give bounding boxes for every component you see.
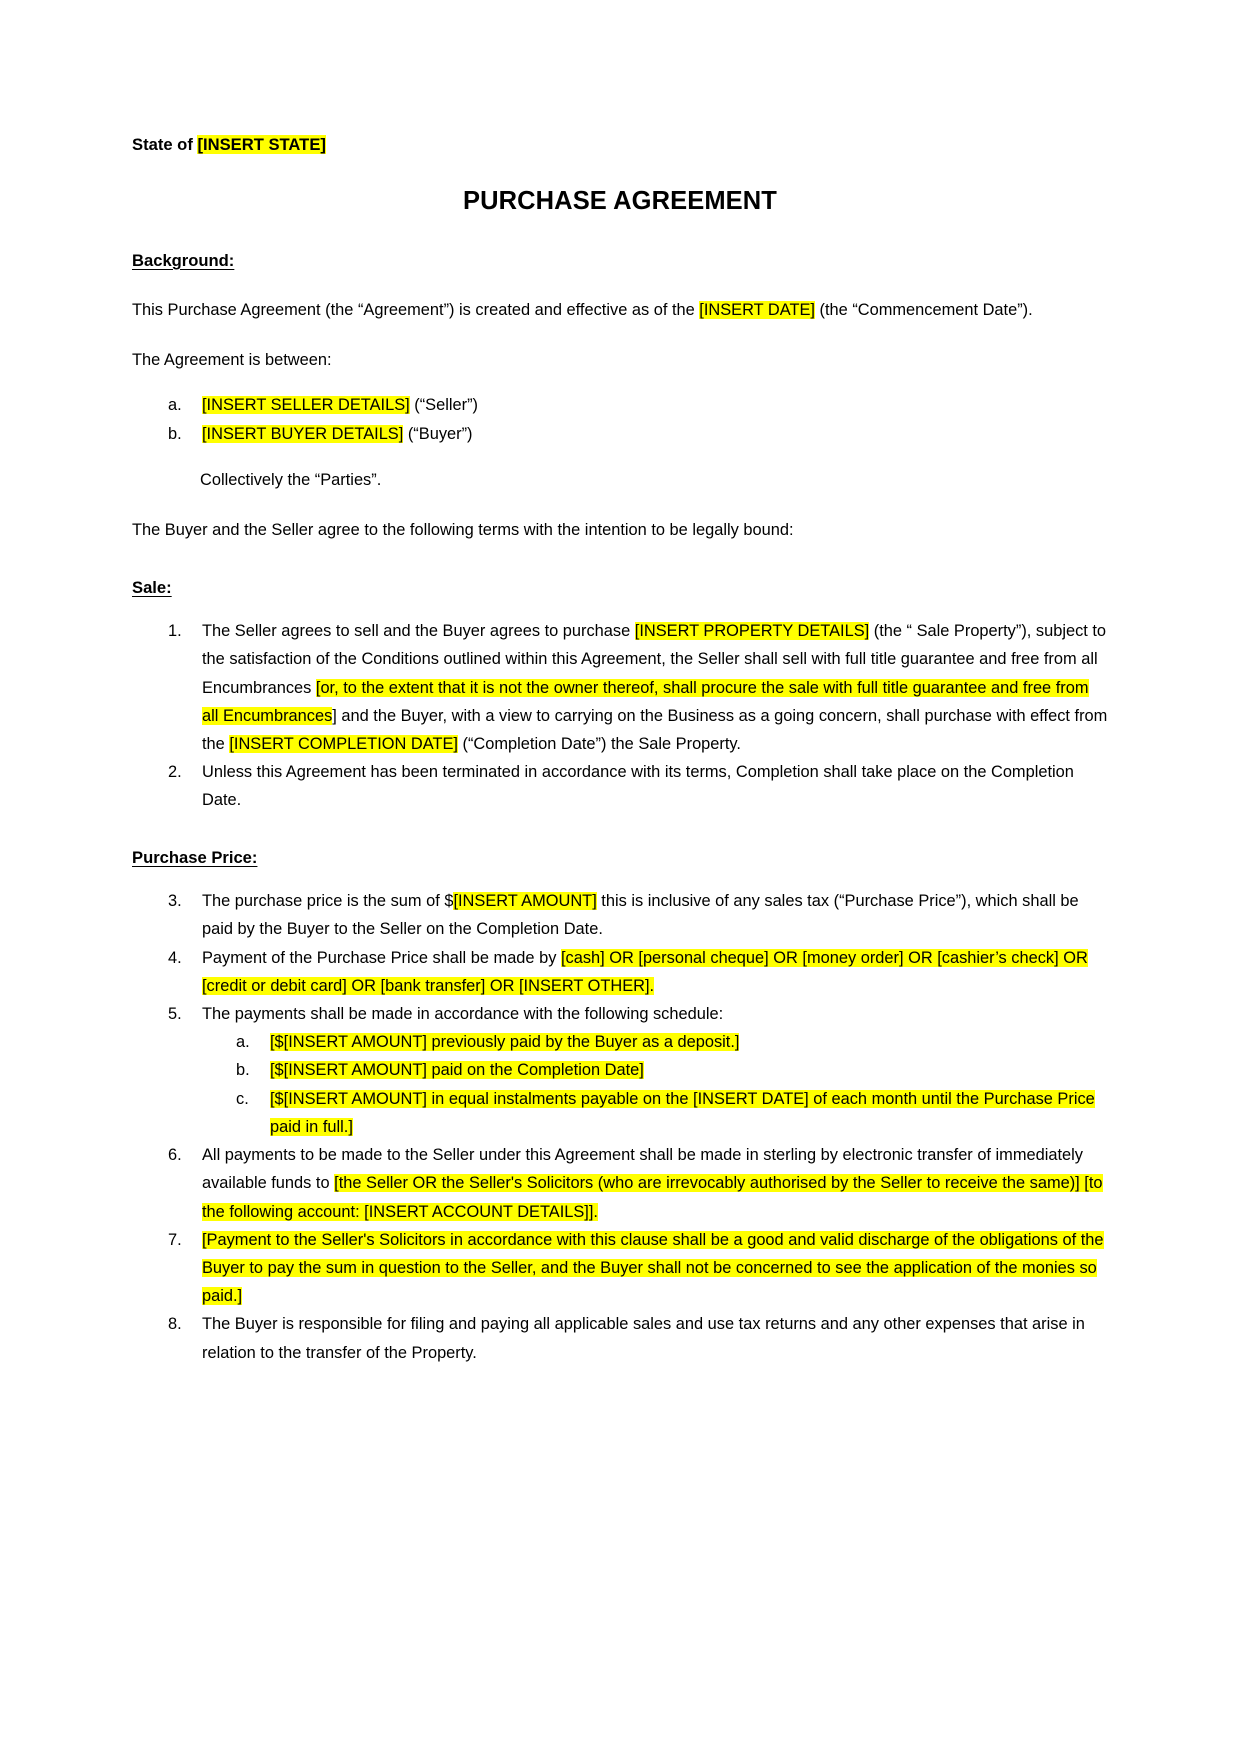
list-item xyxy=(132,420,1108,449)
clause-8-text: The Buyer is responsible for filing and paying all applicable sales and use tax returns and any other expenses that arise in relation to the transfer of the Property. xyxy=(202,1315,1085,1362)
clause-1-text-1: The Seller agrees to sell and the Buyer agrees to purchase xyxy=(202,622,635,641)
list-marker: a. xyxy=(168,395,182,414)
clause-8 xyxy=(132,1310,1108,1366)
list-marker: b. xyxy=(168,424,182,443)
instalments-placeholder: [$[INSERT AMOUNT] in equal instalments payable on the [INSERT DATE] of each month until the Purchase Price paid in full.] xyxy=(270,1089,1095,1136)
clause-7 xyxy=(132,1226,1108,1311)
state-line xyxy=(132,132,1108,159)
clause-3-text-2: this is inclusive of any sales tax (“Purchase Price”), which shall be paid by the Buyer to the Seller on the Completion Date. xyxy=(202,892,1079,939)
clause-6-text-1: All payments to be made to the Seller under this Agreement shall be made in sterling by electronic transfer of immediately available funds to xyxy=(202,1146,1083,1193)
list-item xyxy=(132,391,1108,420)
parties-list xyxy=(132,391,1108,449)
payment-method-placeholder: [cash] OR [personal cheque] OR [money order] OR [cashier’s check] OR [credit or debit card] OR [bank transfer] OR [INSERT OTHER]. xyxy=(202,948,1088,995)
list-item xyxy=(202,1056,1108,1084)
clause-2 xyxy=(132,758,1108,814)
seller-label: (“Seller”) xyxy=(409,395,478,414)
clause-1-text-2: (the “ Sale Property”), subject to the satisfaction of the Conditions outlined within this Agreement, the Seller shall sell with full title guarantee and free from all Encumbrances xyxy=(202,622,1107,697)
clause-marker: 7. xyxy=(168,1230,182,1249)
solicitors-discharge-placeholder: [Payment to the Seller's Solicitors in accordance with this clause shall be a good and valid discharge of the obligations of the Buyer to pay the sum in question to the Seller, and the Buyer shall not be concerned to see the application of the monies so paid.] xyxy=(202,1230,1104,1306)
clause-marker: 2. xyxy=(168,763,182,782)
list-item xyxy=(202,1028,1108,1056)
agree-line: The Buyer and the Seller agree to the following terms with the intention to be legally bound: xyxy=(132,521,794,540)
seller-details-placeholder: [INSERT SELLER DETAILS] xyxy=(202,395,410,414)
state-placeholder: [INSERT STATE] xyxy=(197,135,326,154)
account-details-placeholder: [the Seller OR the Seller's Solicitors (who are irrevocably authorised by the Seller to receive the same)] [to the following account: [INSERT ACCOUNT DETAILS]]. xyxy=(202,1174,1103,1221)
clause-4 xyxy=(132,944,1108,1000)
clause-4-text-1: Payment of the Purchase Price shall be made by xyxy=(202,948,561,967)
payment-schedule-list xyxy=(202,1028,1108,1141)
completion-date-placeholder: [INSERT COMPLETION DATE] xyxy=(229,734,458,753)
collectively-parties: Collectively the “Parties”. xyxy=(200,471,382,490)
clause-marker: 4. xyxy=(168,948,182,967)
clause-5-text: The payments shall be made in accordance with the following schedule: xyxy=(202,1005,724,1024)
list-marker: c. xyxy=(236,1089,249,1108)
list-item xyxy=(202,1085,1108,1141)
clause-marker: 8. xyxy=(168,1315,182,1334)
clause-marker: 5. xyxy=(168,1005,182,1024)
deposit-amount-placeholder: [$[INSERT AMOUNT] previously paid by the Buyer as a deposit.] xyxy=(270,1033,740,1052)
clause-1-text-3: ] and the Buyer, with a view to carrying on the Business as a going concern, shall purchase with effect from the xyxy=(202,706,1108,753)
property-details-placeholder: [INSERT PROPERTY DETAILS] xyxy=(634,622,870,641)
page-title: PURCHASE AGREEMENT xyxy=(463,186,777,215)
clause-marker: 1. xyxy=(168,622,182,641)
buyer-label: (“Buyer”) xyxy=(403,424,473,443)
sale-clause-list xyxy=(132,617,1108,815)
clause-1-text-4: (“Completion Date”) the Sale Property. xyxy=(457,734,741,753)
encumbrances-option-placeholder: [or, to the extent that it is not the owner thereof, shall procure the sale with full title guarantee and free from all Encumbrances xyxy=(202,678,1089,725)
clause-1 xyxy=(132,617,1108,758)
purchase-price-clause-list xyxy=(132,887,1108,1367)
background-paragraph xyxy=(132,296,1108,324)
background-text-2: (the “Commencement Date”). xyxy=(814,301,1033,320)
list-marker: a. xyxy=(236,1033,250,1052)
state-label: State of xyxy=(132,135,198,154)
insert-date-placeholder: [INSERT DATE] xyxy=(699,301,815,320)
list-marker: b. xyxy=(236,1061,250,1080)
clause-3-text-1: The purchase price is the sum of $ xyxy=(202,892,454,911)
completion-payment-placeholder: [$[INSERT AMOUNT] paid on the Completion Date] xyxy=(270,1061,644,1080)
sale-heading: Sale: xyxy=(132,577,172,597)
document-body xyxy=(132,132,1108,1367)
background-text-1: This Purchase Agreement (the “Agreement”) is created and effective as of the xyxy=(132,301,700,320)
clause-marker: 3. xyxy=(168,892,182,911)
amount-placeholder: [INSERT AMOUNT] xyxy=(453,892,597,911)
background-heading: Background: xyxy=(132,250,235,270)
buyer-details-placeholder: [INSERT BUYER DETAILS] xyxy=(202,424,404,443)
clause-6 xyxy=(132,1141,1108,1226)
clause-2-text: Unless this Agreement has been terminated in accordance with its terms, Completion shall take place on the Completion Date. xyxy=(202,763,1074,810)
clause-3 xyxy=(132,887,1108,943)
purchase-price-heading: Purchase Price: xyxy=(132,847,258,867)
clause-5 xyxy=(132,1000,1108,1141)
clause-marker: 6. xyxy=(168,1146,182,1165)
between-intro: The Agreement is between: xyxy=(132,351,332,370)
